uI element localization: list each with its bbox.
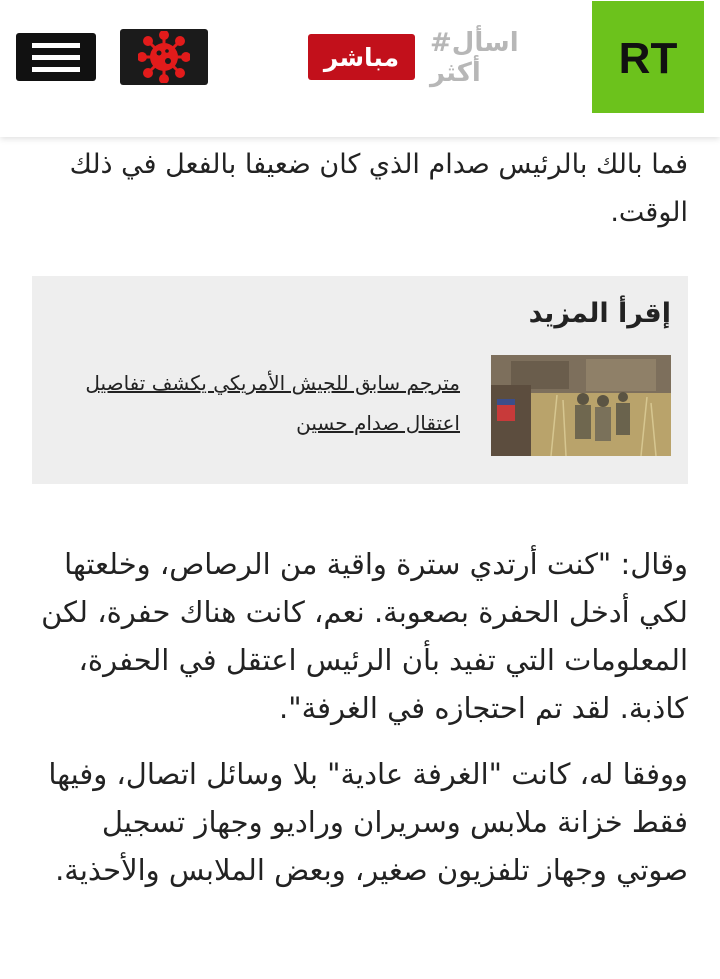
rt-logo[interactable] bbox=[592, 1, 704, 113]
read-more-thumbnail[interactable] bbox=[491, 355, 671, 456]
site-header bbox=[0, 0, 720, 137]
article-paragraph: وقال: "كنت أرتدي سترة واقية من الرصاص، وخلعتها لكي أدخل الحفرة بصعوبة. نعم، كانت هناك حفرة، لكن المعلومات التي تفيد بأن الرئيس اعتقل في الحفرة، كاذبة. لقد تم احتجازه في الغرفة". bbox=[41, 547, 688, 725]
ask-more-link[interactable]: #اسأل أكثر bbox=[430, 28, 519, 88]
article-body bbox=[32, 137, 688, 894]
read-more-box bbox=[32, 276, 688, 484]
rt-logo-text bbox=[602, 37, 694, 77]
coronavirus-button[interactable] bbox=[120, 29, 208, 85]
hamburger-line bbox=[32, 67, 80, 72]
svg-text:RT: RT bbox=[618, 37, 678, 77]
menu-button[interactable] bbox=[16, 33, 96, 81]
article-paragraph: ووفقا له، كانت "الغرفة عادية" بلا وسائل اتصال، وفيها فقط خزانة ملابس وسريران وراديو وجهاز تسجيل صوتي وجهاز تلفزيون صغير، وبعض الملابس والأحذية. bbox=[48, 757, 688, 887]
read-more-title: إقرأ المزيد bbox=[528, 298, 671, 329]
live-button[interactable]: مباشر bbox=[308, 34, 415, 80]
article-paragraph: فما بالك بالرئيس صدام الذي كان ضعيفا بالفعل في ذلك الوقت. bbox=[69, 149, 688, 228]
hamburger-menu-icon bbox=[32, 43, 80, 48]
hamburger-line bbox=[32, 55, 80, 60]
read-more-link[interactable]: مترجم سابق للجيش الأمريكي يكشف تفاصيل اعتقال صدام حسين bbox=[85, 371, 460, 435]
coronavirus-icon bbox=[138, 31, 190, 83]
